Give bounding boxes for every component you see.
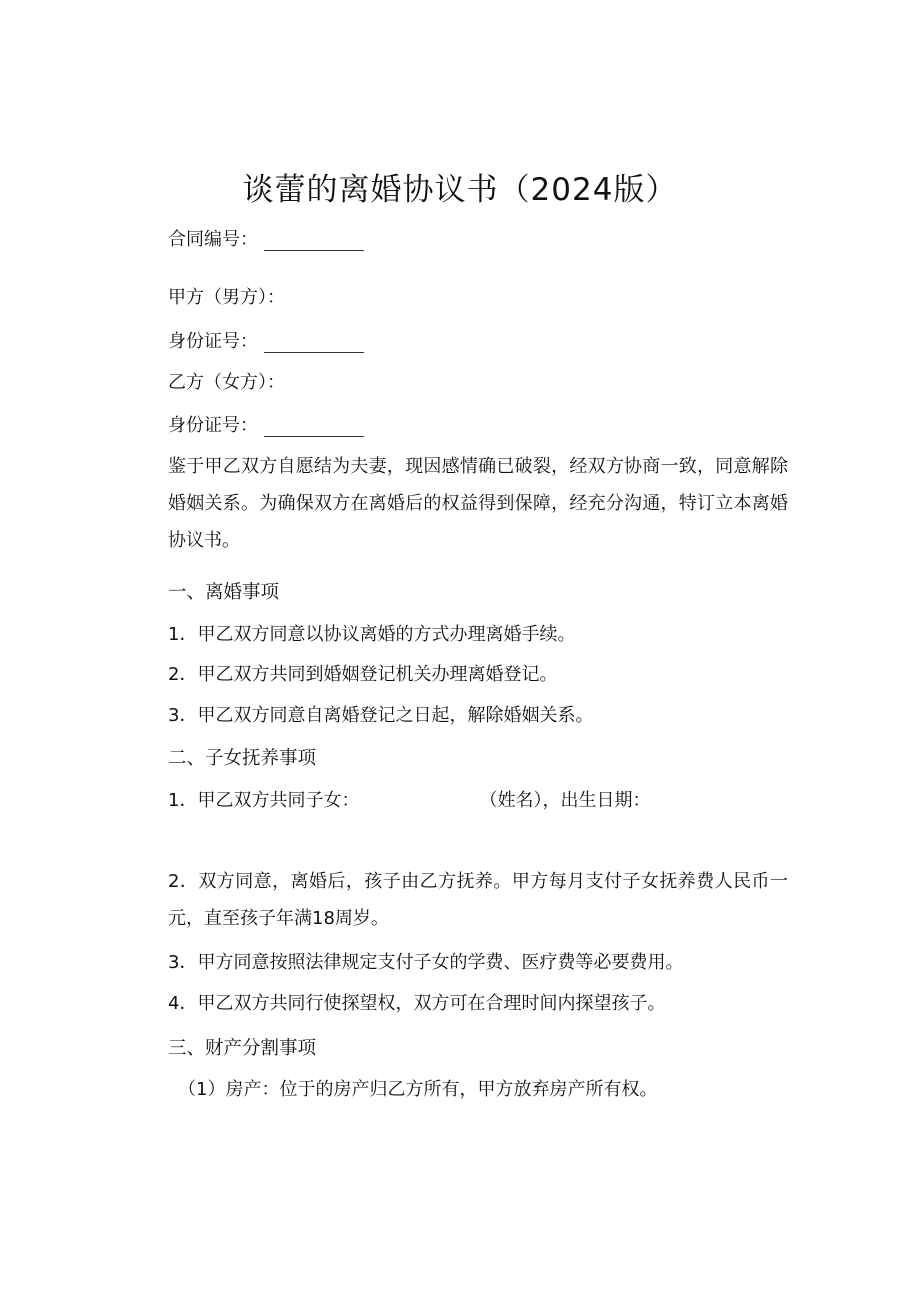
contract-no-row — [168, 229, 364, 251]
party-a-id-row — [168, 331, 364, 353]
party-b-id-blank[interactable] — [264, 420, 364, 437]
intro-paragraph: 鉴于甲乙双方自愿结为夫妻，现因感情确已破裂，经双方协商一致，同意解除婚姻关系。为确保双方在离婚后的权益得到保障，经充分沟通，特订立本离婚协议书。 — [168, 456, 788, 551]
party-a-label: 甲方（男方）： — [168, 287, 285, 308]
child-birth-label: （姓名），出生日期： — [479, 790, 651, 811]
party-a-id-blank[interactable] — [264, 336, 364, 353]
document-title: 谈蕾的离婚协议书（2024版） — [242, 172, 678, 208]
party-a-id-label: 身份证号： — [168, 331, 258, 352]
party-b-id-row — [168, 415, 364, 437]
section-2-item-1 — [168, 790, 650, 812]
section-2-item-4: 4．甲乙双方共同行使探望权，双方可在合理时间内探望孩子。 — [168, 993, 666, 1014]
section-1-heading: 一、离婚事项 — [168, 582, 280, 603]
child-label: 1．甲乙双方共同子女： — [168, 790, 360, 811]
section-3-item-1: （1）房产：位于的房产归乙方所有，甲方放弃房产所有权。 — [178, 1079, 658, 1100]
section-2-item-2: 2．双方同意，离婚后，孩子由乙方抚养。甲方每月支付子女抚养费人民币一元，直至孩子年满18周岁。 — [168, 871, 788, 929]
section-2-heading: 二、子女抚养事项 — [168, 748, 317, 769]
party-b-id-label: 身份证号： — [168, 415, 258, 436]
contract-no-label: 合同编号： — [168, 229, 258, 250]
section-1-item-1: 1．甲乙双方同意以协议离婚的方式办理离婚手续。 — [168, 624, 576, 645]
section-2-item-3: 3．甲方同意按照法律规定支付子女的学费、医疗费等必要费用。 — [168, 952, 684, 973]
section-1-item-2: 2．甲乙双方共同到婚姻登记机关办理离婚登记。 — [168, 664, 558, 685]
section-1-item-3: 3．甲乙双方同意自离婚登记之日起，解除婚姻关系。 — [168, 705, 594, 726]
party-b-label: 乙方（女方）： — [168, 372, 285, 393]
contract-no-blank[interactable] — [264, 234, 364, 251]
section-3-heading: 三、财产分割事项 — [168, 1038, 317, 1059]
